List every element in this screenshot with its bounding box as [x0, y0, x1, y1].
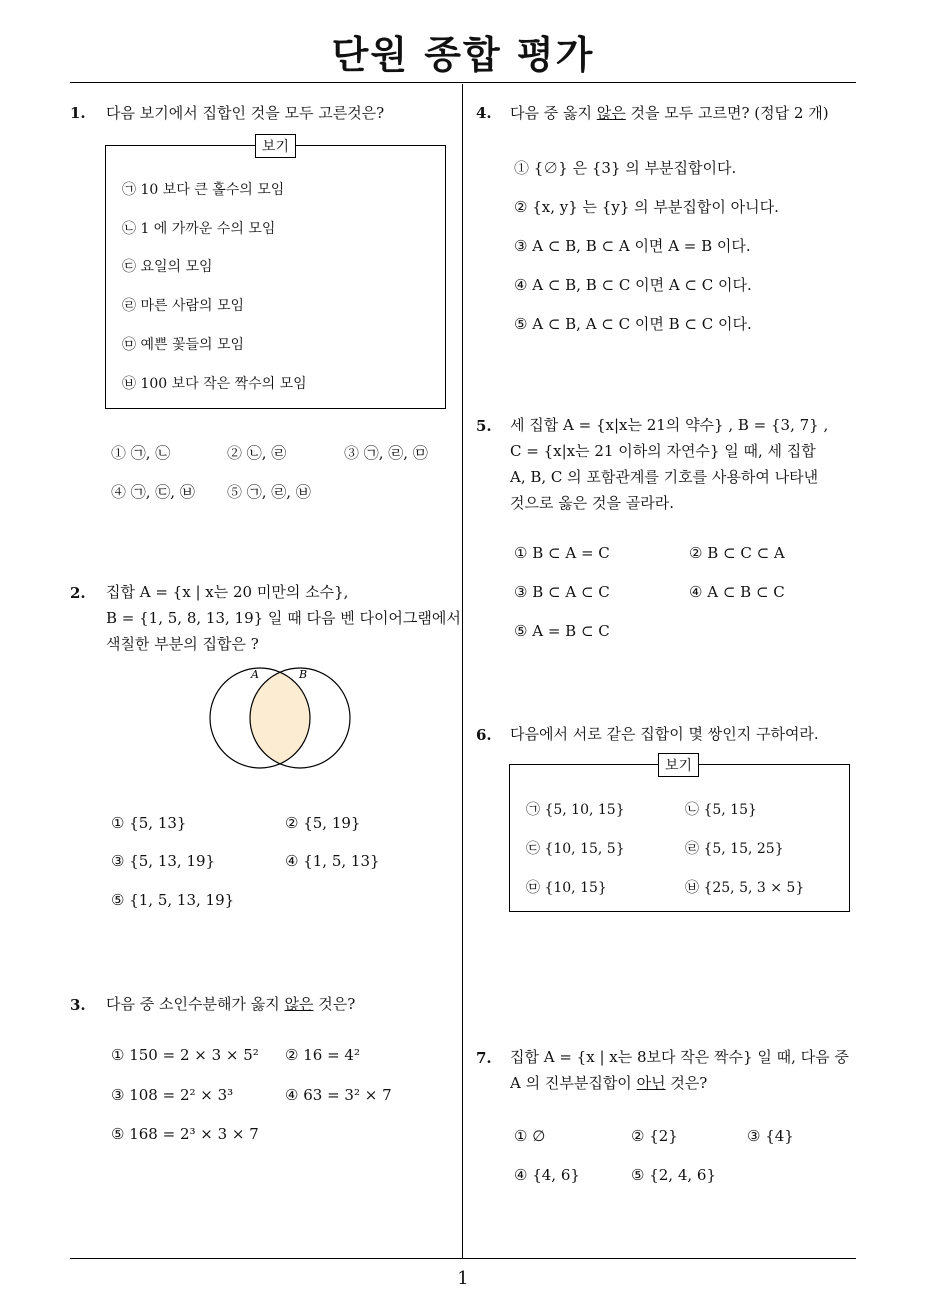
example-item: ㉢ 요일의 모임	[122, 259, 213, 275]
venn-diagram	[200, 665, 360, 775]
question-text-part: 다음 중 소인수분해가 옳지	[106, 995, 285, 1013]
example-item: ㉥ {25, 5, 3 × 5}	[685, 880, 805, 896]
question-text-underlined: 않은	[596, 104, 626, 122]
answer-option[interactable]: ④ 63 = 3² × 7	[285, 1086, 392, 1104]
answer-option[interactable]: ⑤ A ⊂ B, A ⊂ C 이면 B ⊂ C 이다.	[514, 315, 752, 333]
question-text-line: 집합 A = {x | x는 8보다 작은 짝수} 일 때, 다음 중	[510, 1048, 849, 1066]
example-item: ㉡ 1 에 가까운 수의 모임	[122, 221, 276, 237]
answer-option[interactable]: ③ {5, 13, 19}	[111, 852, 216, 870]
answer-option[interactable]: ② {x, y} 는 {y} 의 부분집합이 아니다.	[514, 198, 779, 216]
answer-option[interactable]: ③ A ⊂ B, B ⊂ A 이면 A = B 이다.	[514, 237, 751, 255]
question-number: 1.	[70, 104, 86, 122]
column-divider	[462, 84, 463, 1258]
answer-option[interactable]: ① {∅} 은 {3} 의 부분집합이다.	[514, 159, 737, 177]
question-text-underlined: 않은	[284, 995, 314, 1013]
bottom-rule	[70, 1258, 856, 1259]
answer-option[interactable]: ② ㉡, ㉣	[227, 444, 287, 462]
answer-option[interactable]: ④ {4, 6}	[514, 1166, 580, 1184]
example-item: ㉠ {5, 10, 15}	[526, 802, 625, 818]
venn-label-b: B	[299, 668, 308, 681]
answer-option[interactable]: ③ ㉠, ㉣, ㉤	[344, 444, 428, 462]
question-number: 4.	[476, 104, 492, 122]
example-item: ㉥ 100 보다 작은 짝수의 모임	[122, 376, 307, 392]
answer-option[interactable]: ⑤ {2, 4, 6}	[631, 1166, 717, 1184]
question-number: 5.	[476, 417, 492, 435]
example-item: ㉢ {10, 15, 5}	[526, 841, 625, 857]
answer-option[interactable]: ① {5, 13}	[111, 814, 187, 832]
example-item: ㉡ {5, 15}	[685, 802, 757, 818]
page-title: 단원 종합 평가	[331, 33, 595, 77]
answer-option[interactable]: ④ {1, 5, 13}	[285, 852, 380, 870]
example-box-label: 보기	[255, 134, 296, 158]
answer-option[interactable]: ② B ⊂ C ⊂ A	[689, 544, 785, 562]
question-text-line: 것으로 옳은 것을 골라라.	[510, 494, 674, 512]
example-item: ㉣ {5, 15, 25}	[685, 841, 784, 857]
page-number: 1	[457, 1268, 469, 1289]
question-number: 7.	[476, 1049, 492, 1067]
answer-option[interactable]: ③ {4}	[747, 1127, 794, 1145]
answer-option[interactable]: ④ ㉠, ㉢, ㉥	[111, 483, 195, 501]
question-text-part: 것을 모두 고르면? (정답 2 개)	[625, 104, 829, 122]
example-box-label: 보기	[658, 753, 699, 777]
answer-option[interactable]: ⑤ ㉠, ㉣, ㉥	[227, 483, 311, 501]
question-text-part: 것은?	[313, 995, 356, 1013]
question-text: 다음에서 서로 같은 집합이 몇 쌍인지 구하여라.	[510, 725, 819, 743]
question-text-line: 세 집합 A = {x|x는 21의 약수} , B = {3, 7} ,	[510, 416, 829, 434]
answer-option[interactable]: ④ A ⊂ B, B ⊂ C 이면 A ⊂ C 이다.	[514, 276, 752, 294]
answer-option[interactable]: ③ B ⊂ A ⊂ C	[514, 583, 610, 601]
answer-option[interactable]: ① B ⊂ A = C	[514, 544, 610, 562]
answer-option[interactable]: ④ A ⊂ B ⊂ C	[689, 583, 785, 601]
answer-option[interactable]: ⑤ {1, 5, 13, 19}	[111, 891, 235, 909]
answer-option[interactable]: ⑤ A = B ⊂ C	[514, 622, 610, 640]
question-number: 6.	[476, 726, 492, 744]
question-text-line: A, B, C 의 포함관계를 기호를 사용하여 나타낸	[510, 468, 819, 486]
question-text-part: 다음 중 옳지	[510, 104, 597, 122]
answer-option[interactable]: ① 150 = 2 × 3 × 5²	[111, 1046, 259, 1064]
question-text	[106, 991, 355, 1017]
top-rule	[70, 82, 856, 83]
question-text-line	[510, 1070, 707, 1096]
example-item: ㉤ 예쁜 꽃들의 모임	[122, 337, 245, 353]
question-text-line: 집합 A = {x | x는 20 미만의 소수},	[106, 583, 349, 601]
question-text-line: 색칠한 부분의 집합은 ?	[106, 635, 259, 653]
answer-option[interactable]: ③ 108 = 2² × 3³	[111, 1086, 234, 1104]
answer-option[interactable]: ② {2}	[631, 1127, 678, 1145]
question-text-part: 것은?	[665, 1074, 708, 1092]
question-text-line: C = {x|x는 21 이하의 자연수} 일 때, 세 집합	[510, 442, 816, 460]
example-item: ㉠ 10 보다 큰 홀수의 모임	[122, 182, 285, 198]
venn-label-a: A	[251, 668, 259, 681]
question-text: 다음 보기에서 집합인 것을 모두 고른것은?	[106, 104, 385, 122]
example-item: ㉣ 마른 사람의 모임	[122, 298, 245, 314]
question-number: 3.	[70, 996, 86, 1014]
answer-option[interactable]: ② {5, 19}	[285, 814, 361, 832]
answer-option[interactable]: ② 16 = 4²	[285, 1046, 360, 1064]
question-text-underlined: 아닌	[636, 1074, 666, 1092]
example-item: ㉤ {10, 15}	[526, 880, 607, 896]
question-text-part: A 의 진부분집합이	[510, 1074, 637, 1092]
question-text-line: B = {1, 5, 8, 13, 19} 일 때 다음 벤 다이어그램에서	[106, 609, 461, 627]
answer-option[interactable]: ① ∅	[514, 1127, 546, 1145]
answer-option[interactable]: ⑤ 168 = 2³ × 3 × 7	[111, 1125, 259, 1143]
question-text	[510, 100, 829, 126]
question-number: 2.	[70, 584, 86, 602]
answer-option[interactable]: ① ㉠, ㉡	[111, 444, 171, 462]
